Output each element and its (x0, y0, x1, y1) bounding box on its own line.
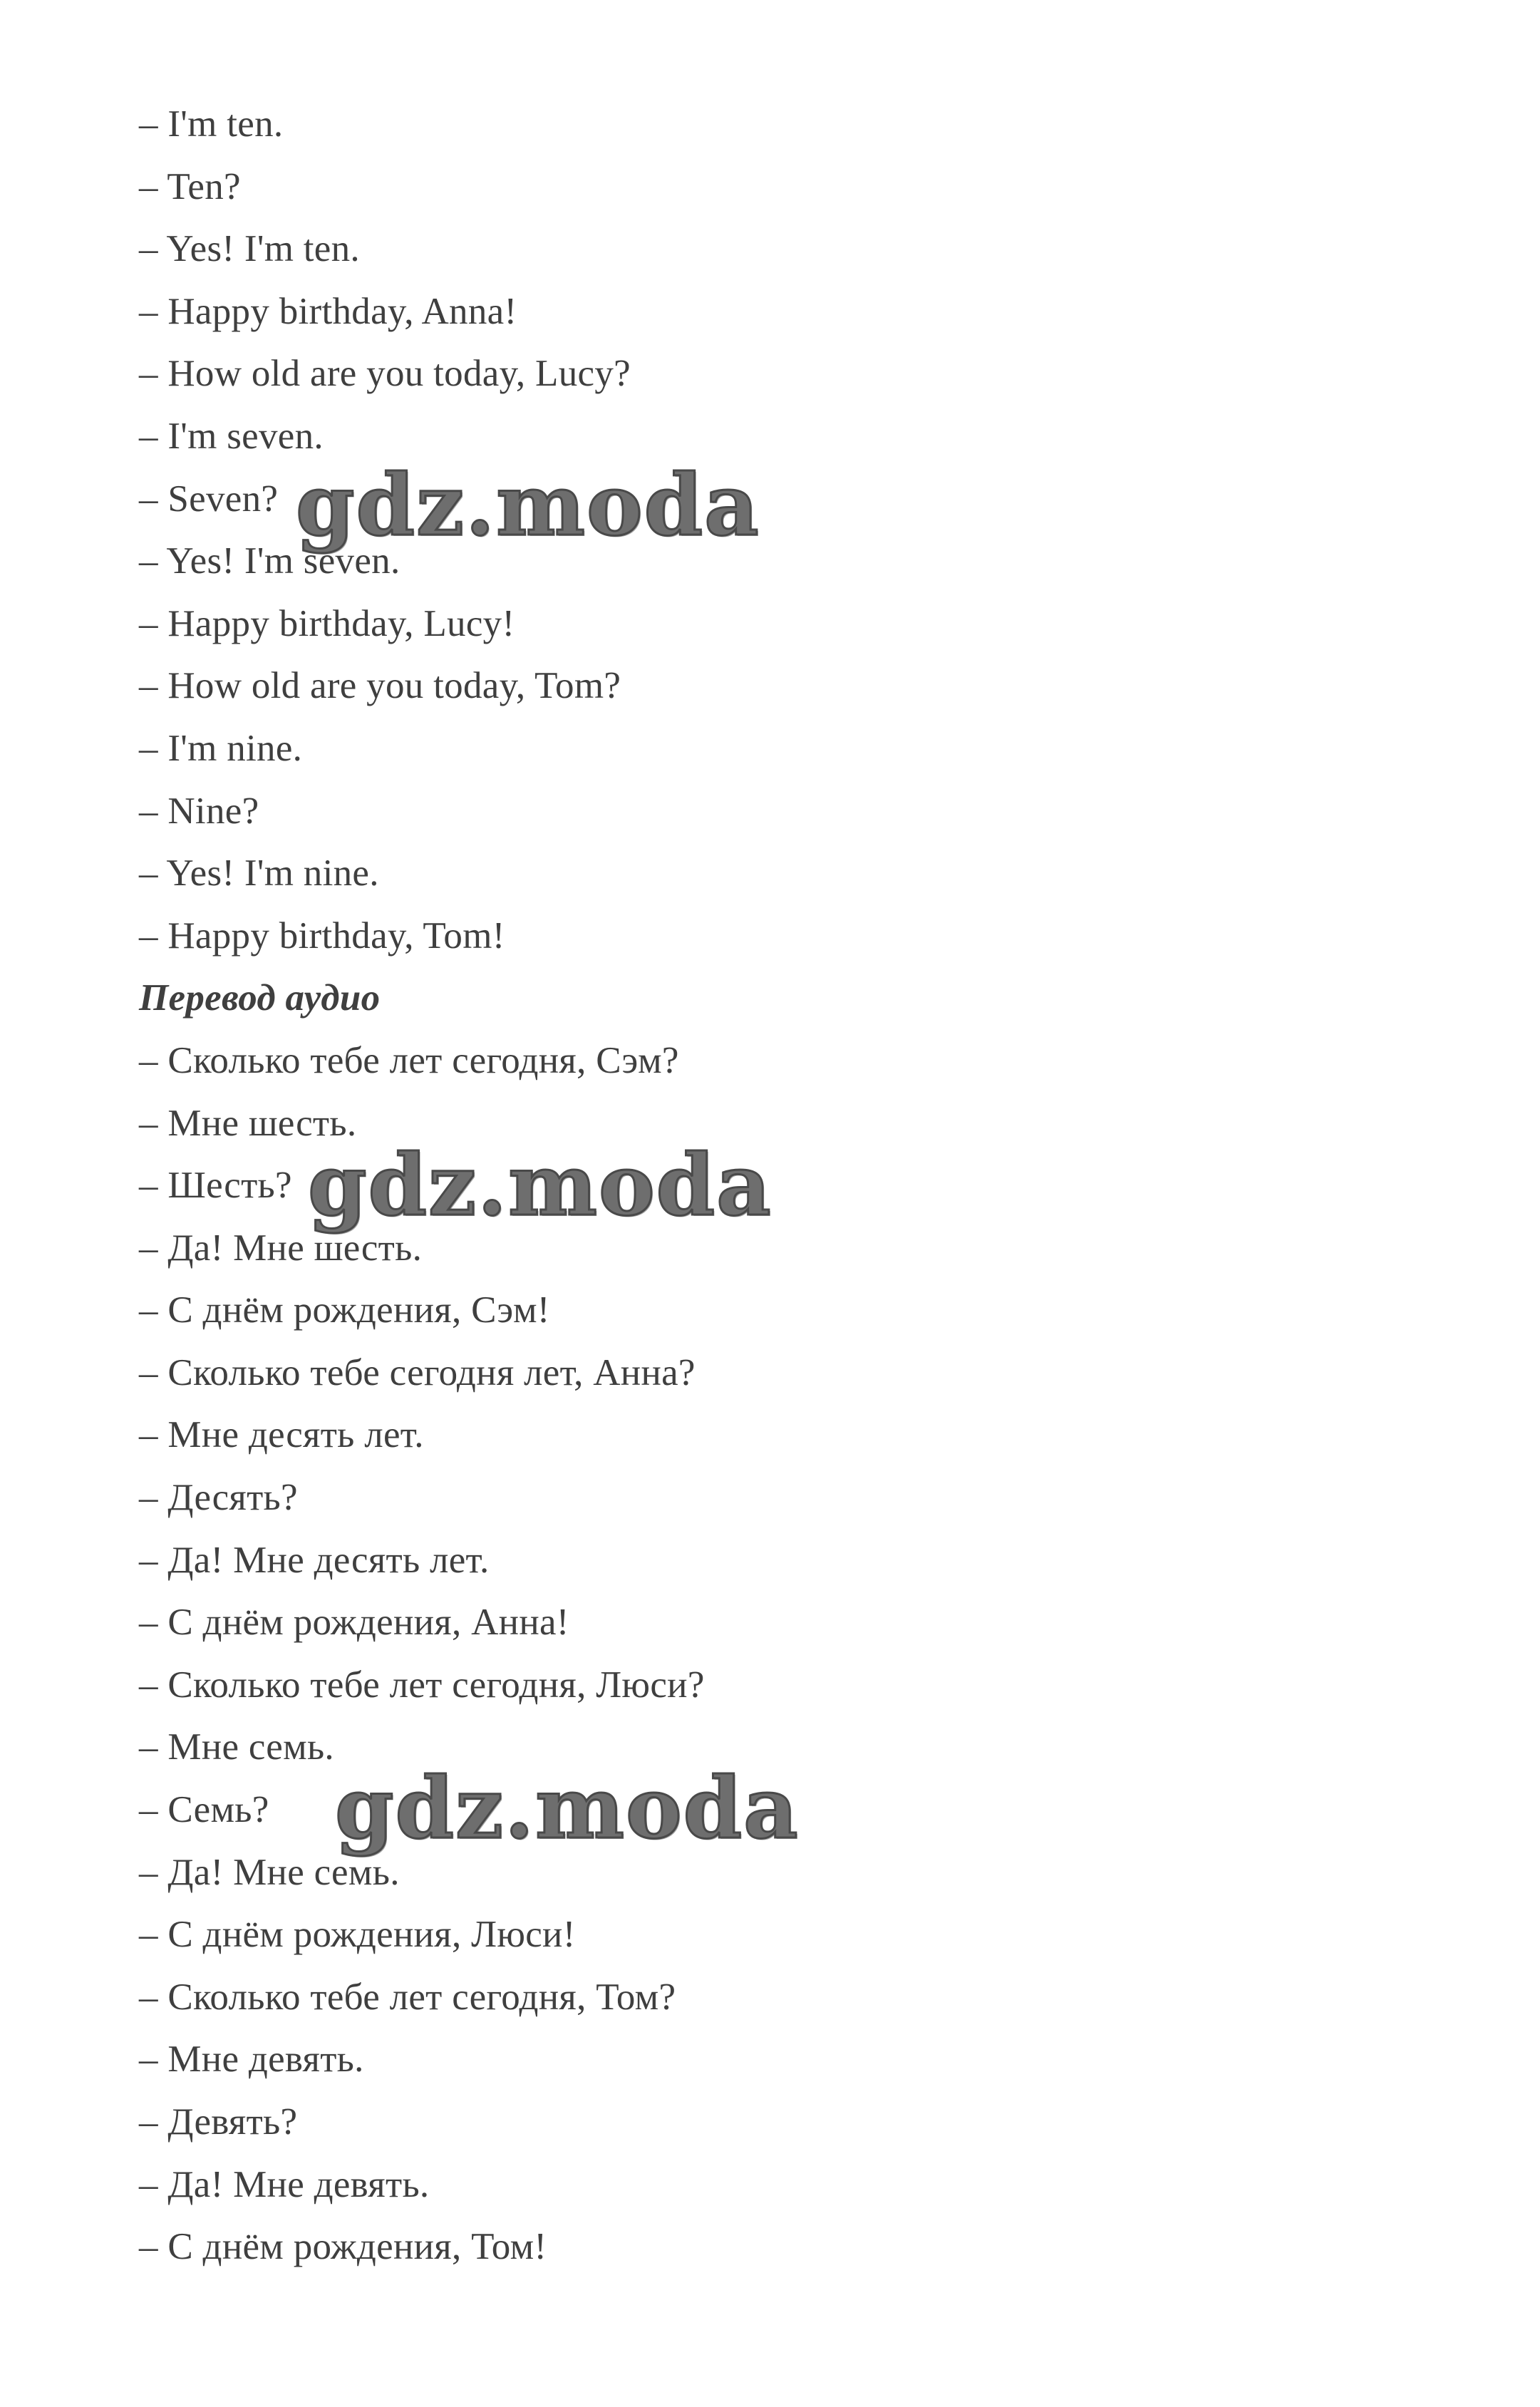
translation-line: – Мне шесть. (139, 1102, 357, 1144)
dialogue-line: – I'm ten. (139, 103, 284, 145)
translation-line: – С днём рождения, Том! (139, 2226, 547, 2268)
translation-line: – Девять? (139, 2101, 298, 2143)
dialogue-line: – Seven? (139, 478, 279, 520)
dialogue-line: – How old are you today, Lucy? (139, 353, 631, 395)
dialogue-line: – I'm seven. (139, 415, 324, 457)
dialogue-line: – Yes! I'm ten. (139, 228, 360, 270)
translation-line: – Сколько тебе сегодня лет, Анна? (139, 1351, 696, 1393)
dialogue-line: – Yes! I'm seven. (139, 540, 400, 582)
watermark: gdz.moda (296, 455, 760, 555)
dialogue-line: – Happy birthday, Tom! (139, 914, 505, 957)
dialogue-line: – Nine? (139, 790, 259, 832)
translation-line: – С днём рождения, Люси! (139, 1914, 576, 1956)
translation-line: – Семь? (139, 1789, 269, 1831)
translation-line: – Мне девять. (139, 2039, 364, 2081)
translation-heading: Перевод аудио (139, 977, 381, 1019)
translation-line: – С днём рождения, Сэм! (139, 1289, 550, 1331)
translation-line: – Десять? (139, 1477, 298, 1519)
watermark: gdz.moda (335, 1758, 800, 1857)
dialogue-line: – Happy birthday, Anna! (139, 290, 517, 332)
translation-line: – Сколько тебе лет сегодня, Люси? (139, 1664, 705, 1706)
dialogue-line: – Yes! I'm nine. (139, 852, 379, 895)
dialogue-line: – I'm nine. (139, 727, 303, 769)
translation-line: – Да! Мне девять. (139, 2163, 430, 2205)
dialogue-line: – Happy birthday, Lucy! (139, 602, 515, 644)
translation-line: – Шесть? (139, 1165, 292, 1207)
translation-line: – С днём рождения, Анна! (139, 1602, 569, 1644)
translation-line: – Сколько тебе лет сегодня, Том? (139, 1976, 676, 2018)
watermark: gdz.moda (308, 1135, 772, 1235)
translation-line: – Да! Мне шесть. (139, 1227, 423, 1269)
dialogue-line: – Ten? (139, 165, 241, 207)
translation-line: – Сколько тебе лет сегодня, Сэм? (139, 1039, 679, 1081)
translation-line: – Да! Мне десять лет. (139, 1539, 490, 1581)
dialogue-line: – How old are you today, Tom? (139, 665, 621, 707)
translation-line: – Мне десять лет. (139, 1414, 424, 1456)
translation-line: – Да! Мне семь. (139, 1851, 400, 1893)
translation-line: – Мне семь. (139, 1726, 334, 1768)
